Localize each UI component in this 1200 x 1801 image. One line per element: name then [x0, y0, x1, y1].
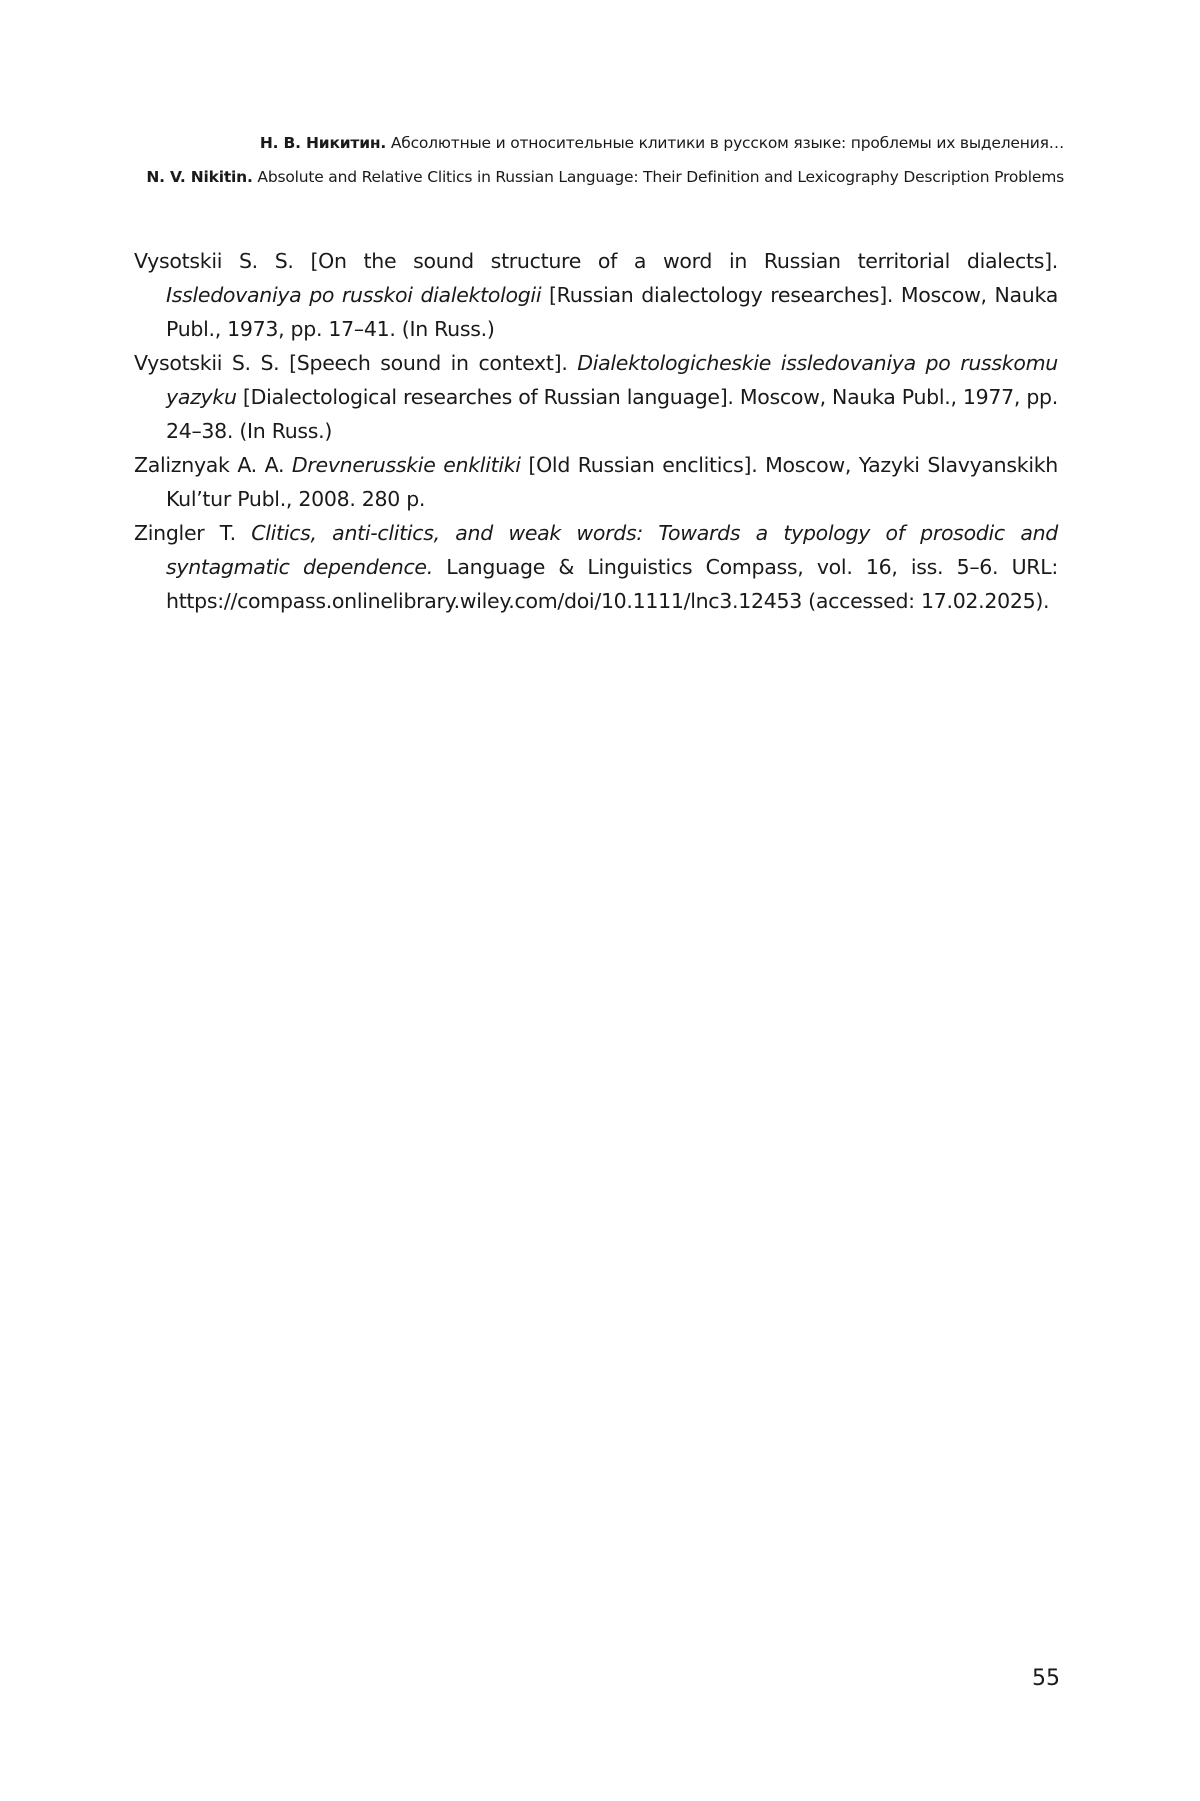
reference-text: [Old Russian enclitics]. Moscow, Yazyki Slavyanskikh Kul’tur Publ., 2008. 280 p.: [166, 453, 1058, 511]
header-en-author: N. V. Nikitin.: [146, 168, 253, 186]
header-russian: [130, 126, 1064, 160]
reference-item: [134, 346, 1058, 448]
page-number: 55: [1032, 1666, 1060, 1691]
header-en-title: Absolute and Relative Clitics in Russian Language: Their Definition and Lexicography Description Problems: [257, 168, 1064, 186]
reference-source-title: Drevnerusskie enklitiki: [291, 453, 521, 477]
reference-text: Vysotskii S. S. [Speech sound in context].: [134, 351, 578, 375]
reference-source-title: Issledovaniya po russkoi dialektologii: [166, 283, 542, 307]
reference-text: Zingler T.: [134, 521, 252, 545]
reference-text: Language & Linguistics Compass, vol. 16, iss. 5–6. URL: https://compass.onlinelibrary.wiley.com/doi/10.1111/lnc3.12453 (accessed: 17.02.2025).: [166, 555, 1058, 613]
reference-item: [134, 244, 1058, 346]
reference-item: [134, 448, 1058, 516]
reference-source-title: Clitics, anti-clitics, and weak words: Towards a typology of prosodic and syntagmatic dependence.: [166, 521, 1058, 579]
reference-text: Zaliznyak A. A.: [134, 453, 292, 477]
reference-source-title: Dialektologicheskie issledovaniya po russkomu yazyku: [166, 351, 1058, 409]
reference-text: [Russian dialectology researches]. Moscow, Nauka Publ., 1973, pp. 17–41. (In Russ.): [166, 283, 1058, 341]
running-header: [130, 126, 1064, 194]
reference-item: [134, 516, 1058, 618]
header-ru-title: Абсолютные и относительные клитики в русском языке: проблемы их выделения…: [390, 134, 1064, 152]
reference-list: [134, 244, 1058, 618]
header-english: [130, 160, 1064, 194]
reference-text: Vysotskii S. S. [On the sound structure of a word in Russian territorial dialects].: [134, 249, 1058, 273]
reference-text: [Dialectological researches of Russian language]. Moscow, Nauka Publ., 1977, pp. 24–38. (In Russ.): [166, 385, 1058, 443]
header-ru-author: Н. В. Никитин.: [259, 134, 387, 152]
